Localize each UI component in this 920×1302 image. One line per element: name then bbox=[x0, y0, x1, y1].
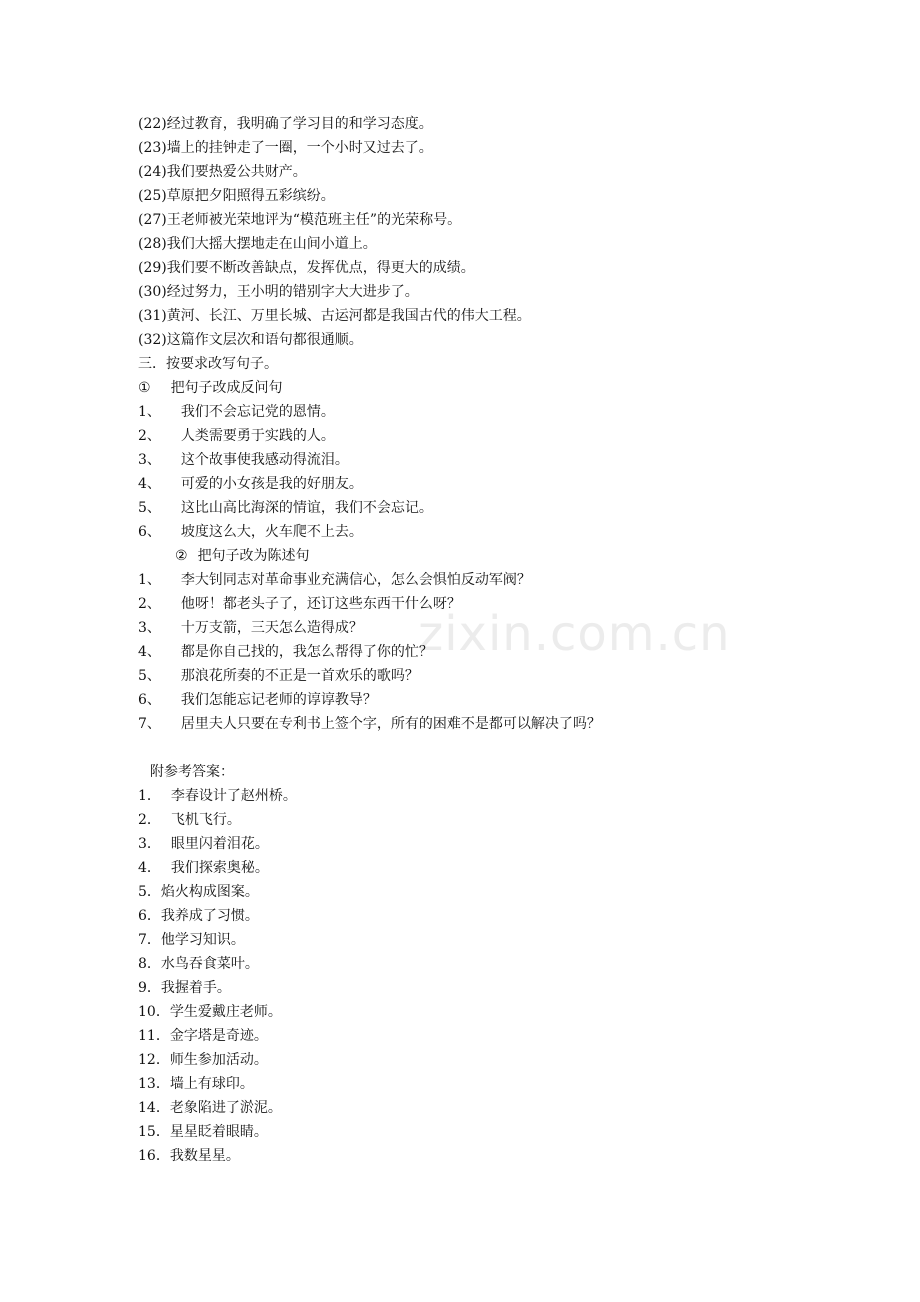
answer-text: 焰火构成图案。 bbox=[160, 884, 259, 900]
item-number: 5、 bbox=[138, 500, 161, 516]
answer-number: 15． bbox=[138, 1124, 170, 1140]
item-text: 他呀！都老头子了，还订这些东西干什么呀？ bbox=[180, 596, 461, 612]
item-number: 6、 bbox=[138, 692, 161, 708]
item-text: 墙上的挂钟走了一圈，一个小时又过去了。 bbox=[166, 140, 433, 156]
list-item bbox=[138, 619, 363, 637]
answer-text: 我数星星。 bbox=[169, 1148, 240, 1164]
list-item bbox=[138, 307, 531, 325]
answer-text: 我握着手。 bbox=[160, 980, 231, 996]
item-text: 经过努力，王小明的错别字大大进步了。 bbox=[166, 284, 419, 300]
item-number: (31) bbox=[138, 308, 167, 324]
answer-item bbox=[138, 1123, 268, 1141]
list-item bbox=[138, 331, 363, 349]
item-number: (32) bbox=[138, 332, 167, 348]
item-number: 5、 bbox=[138, 668, 161, 684]
answer-number: 4． bbox=[138, 860, 161, 876]
list-item bbox=[138, 403, 335, 421]
item-text: 我们大摇大摆地走在山间小道上。 bbox=[166, 236, 377, 252]
item-text: 我们不会忘记党的恩情。 bbox=[180, 404, 335, 420]
answer-number: 1． bbox=[138, 788, 161, 804]
answer-number: 2． bbox=[138, 812, 161, 828]
circled-number-marker: ① bbox=[138, 380, 151, 396]
item-text: 经过教育，我明确了学习目的和学习态度。 bbox=[166, 116, 433, 132]
item-text: 这篇作文层次和语句都很通顺。 bbox=[166, 332, 363, 348]
item-number: 6、 bbox=[138, 524, 161, 540]
answer-number: 10． bbox=[138, 1004, 170, 1020]
answer-text: 飞机飞行。 bbox=[170, 812, 241, 828]
answer-item bbox=[138, 811, 241, 829]
list-item bbox=[138, 691, 377, 709]
answer-item bbox=[138, 787, 297, 805]
answer-number: 3． bbox=[138, 836, 161, 852]
list-item bbox=[138, 643, 433, 661]
answer-number: 9． bbox=[138, 980, 161, 996]
answer-number: 14． bbox=[138, 1100, 170, 1116]
list-item bbox=[138, 427, 335, 445]
answer-text: 学生爱戴庄老师。 bbox=[169, 1004, 282, 1020]
list-item bbox=[138, 523, 363, 541]
item-number: (27) bbox=[138, 212, 167, 228]
list-item bbox=[138, 571, 531, 589]
item-number: 2、 bbox=[138, 428, 161, 444]
answer-item bbox=[138, 979, 231, 997]
list-item bbox=[138, 595, 461, 613]
item-text: 十万支箭，三天怎么造得成？ bbox=[180, 620, 363, 636]
item-number: (22) bbox=[138, 116, 167, 132]
answer-number: 5． bbox=[138, 884, 161, 900]
item-number: 4、 bbox=[138, 476, 161, 492]
watermark: zixin.com.cn bbox=[418, 606, 731, 662]
item-number: 1、 bbox=[138, 572, 161, 588]
item-text: 王老师被光荣地评为“模范班主任”的光荣称号。 bbox=[166, 212, 462, 228]
answer-item bbox=[138, 883, 259, 901]
answer-text: 眼里闪着泪花。 bbox=[170, 836, 269, 852]
answer-item bbox=[138, 1027, 268, 1045]
answer-text: 李春设计了赵州桥。 bbox=[170, 788, 297, 804]
answer-text: 我们探索奥秘。 bbox=[170, 860, 269, 876]
answers-heading: 附参考答案： bbox=[150, 764, 234, 780]
answer-item bbox=[138, 1003, 282, 1021]
item-number: (25) bbox=[138, 188, 167, 204]
answer-item bbox=[138, 955, 259, 973]
item-text: 我们要不断改善缺点，发挥优点，得更大的成绩。 bbox=[166, 260, 475, 276]
subsection-heading bbox=[175, 547, 310, 565]
list-item bbox=[138, 163, 307, 181]
list-item bbox=[138, 451, 349, 469]
item-text: 坡度这么大，火车爬不上去。 bbox=[180, 524, 363, 540]
answer-item bbox=[138, 1051, 268, 1069]
item-text: 我们要热爱公共财产。 bbox=[166, 164, 307, 180]
answer-number: 11． bbox=[138, 1028, 170, 1044]
answer-text: 老象陷进了淤泥。 bbox=[169, 1100, 282, 1116]
item-text: 那浪花所奏的不正是一首欢乐的歌吗？ bbox=[180, 668, 419, 684]
item-number: (29) bbox=[138, 260, 167, 276]
item-number: 7、 bbox=[138, 716, 161, 732]
list-item bbox=[138, 235, 377, 253]
answer-text: 水鸟吞食菜叶。 bbox=[160, 956, 259, 972]
answer-text: 星星眨着眼睛。 bbox=[169, 1124, 268, 1140]
answer-text: 师生参加活动。 bbox=[169, 1052, 268, 1068]
answer-item bbox=[138, 1075, 254, 1093]
answer-number: 7． bbox=[138, 932, 161, 948]
list-item bbox=[138, 499, 433, 517]
item-text: 可爱的小女孩是我的好朋友。 bbox=[180, 476, 363, 492]
list-item bbox=[138, 115, 433, 133]
item-text: 这个故事使我感动得流泪。 bbox=[180, 452, 349, 468]
subsection-title: 把句子改成反问句 bbox=[170, 380, 283, 396]
item-number: (23) bbox=[138, 140, 167, 156]
item-text: 我们怎能忘记老师的谆谆教导？ bbox=[180, 692, 377, 708]
item-number: 3、 bbox=[138, 452, 161, 468]
answer-item bbox=[138, 907, 259, 925]
list-item bbox=[138, 139, 433, 157]
answer-item bbox=[138, 835, 269, 853]
answer-number: 6． bbox=[138, 908, 161, 924]
answer-text: 我养成了习惯。 bbox=[160, 908, 259, 924]
item-number: (28) bbox=[138, 236, 167, 252]
list-item bbox=[138, 475, 363, 493]
item-number: 1、 bbox=[138, 404, 161, 420]
item-number: 2、 bbox=[138, 596, 161, 612]
list-item bbox=[138, 211, 461, 229]
answer-number: 8． bbox=[138, 956, 161, 972]
item-text: 草原把夕阳照得五彩缤纷。 bbox=[166, 188, 335, 204]
answer-number: 16． bbox=[138, 1148, 170, 1164]
item-text: 都是你自己找的，我怎么帮得了你的忙？ bbox=[180, 644, 433, 660]
item-number: (24) bbox=[138, 164, 167, 180]
answer-item bbox=[138, 1147, 240, 1165]
answer-text: 金字塔是奇迹。 bbox=[169, 1028, 268, 1044]
list-item bbox=[138, 283, 419, 301]
item-text: 人类需要勇于实践的人。 bbox=[180, 428, 335, 444]
item-number: 4、 bbox=[138, 644, 161, 660]
answer-text: 墙上有球印。 bbox=[169, 1076, 254, 1092]
answer-number: 13． bbox=[138, 1076, 170, 1092]
item-text: 这比山高比海深的情谊，我们不会忘记。 bbox=[180, 500, 433, 516]
subsection-heading bbox=[138, 379, 283, 397]
item-number: (30) bbox=[138, 284, 167, 300]
answer-number: 12． bbox=[138, 1052, 170, 1068]
item-number: 3、 bbox=[138, 620, 161, 636]
item-text: 居里夫人只要在专利书上签个字，所有的困难不是都可以解决了吗？ bbox=[180, 716, 601, 732]
answer-item bbox=[138, 859, 269, 877]
list-item bbox=[138, 259, 475, 277]
list-item bbox=[138, 667, 419, 685]
answer-text: 他学习知识。 bbox=[160, 932, 245, 948]
section-heading: 三．按要求改写句子。 bbox=[138, 356, 278, 372]
answer-item bbox=[138, 1099, 282, 1117]
list-item bbox=[138, 715, 601, 733]
list-item bbox=[138, 187, 335, 205]
circled-number-marker: ② bbox=[175, 548, 188, 564]
item-text: 李大钊同志对革命事业充满信心，怎么会惧怕反动军阀？ bbox=[180, 572, 531, 588]
answer-item bbox=[138, 931, 245, 949]
item-text: 黄河、长江、万里长城、古运河都是我国古代的伟大工程。 bbox=[166, 308, 531, 324]
subsection-title: 把句子改为陈述句 bbox=[197, 548, 310, 564]
